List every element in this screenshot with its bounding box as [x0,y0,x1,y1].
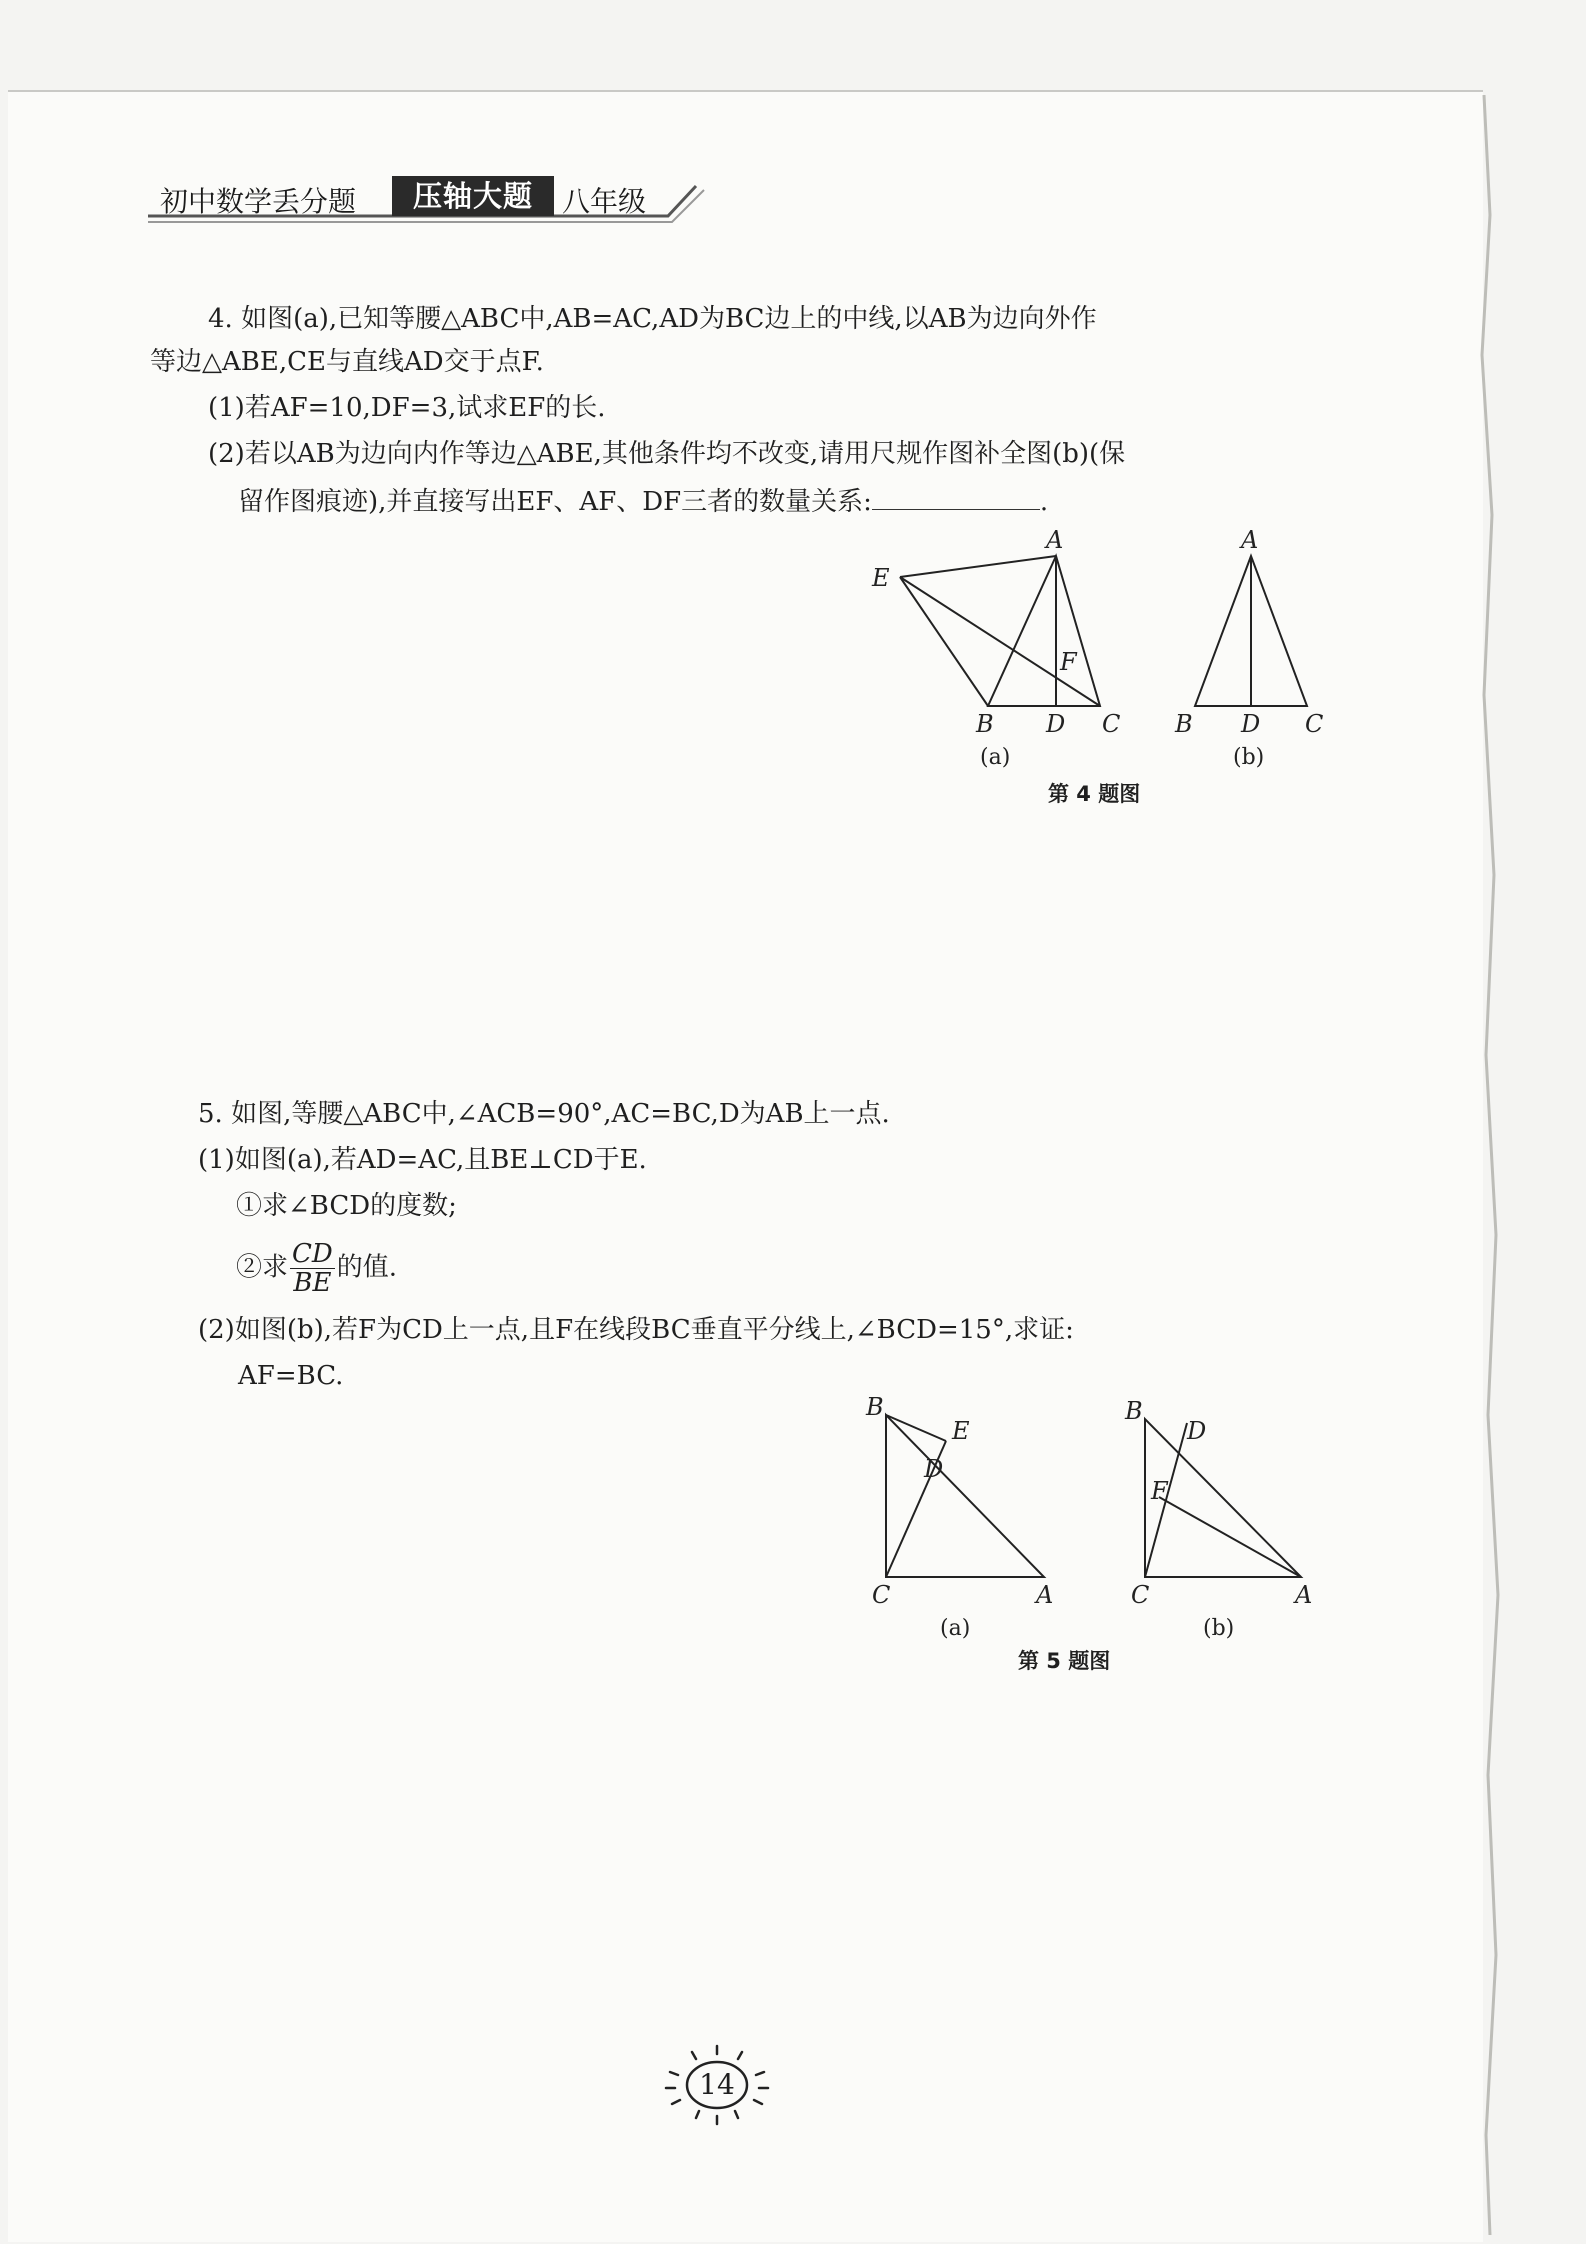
q4a-label-D: D [1046,710,1066,738]
q4a-label-E: E [872,564,890,592]
q4b-label-D: D [1241,710,1261,738]
q5-figure-caption: 第 5 题图 [1018,1649,1111,1673]
q5b-subcaption: (b) [1203,1616,1235,1641]
q5a-label-C: C [872,1581,891,1609]
page-number: 14 [699,2068,735,2101]
q5-figure-a [860,1395,1080,1650]
q4-part1: (1)若AF=10,DF=3,试求EF的长. [208,393,606,423]
q5-line1: 5. 如图,等腰△ABC中,∠ACB=90°,AC=BC,D为AB上一点. [198,1099,890,1129]
q4a-label-F: F [1060,648,1077,676]
fraction-numerator: CD [292,1239,333,1269]
q5-figure-b [1105,1395,1335,1650]
header-book-title: 初中数学丢分题 [160,185,357,218]
torn-edge-decoration [1476,95,1516,2235]
q5b-label-C: C [1131,1581,1150,1609]
q5b-label-F: F [1151,1477,1168,1505]
q4a-subcaption: (a) [980,745,1011,770]
q5-sub2-post: 的值. [336,1252,398,1283]
q5a-label-B: B [866,1395,884,1421]
q4b-label-B: B [1175,710,1193,738]
q4a-label-C: C [1102,710,1121,738]
header-brand-badge: 压轴大题 [392,176,554,216]
q5b-label-B: B [1125,1397,1143,1425]
q4-figure-a [860,520,1150,775]
header-grade: 八年级 [562,185,647,218]
q5a-label-D: D [924,1455,944,1483]
q4-part2-line2-end: . [1039,487,1049,517]
q4-line2: 等边△ABE,CE与直线AD交于点F. [150,347,544,377]
q5-part2-line2: AF=BC. [238,1361,344,1391]
q4b-label-A: A [1241,526,1259,554]
q4-figure-caption: 第 4 题图 [1048,782,1141,806]
q4a-label-A: A [1046,526,1064,554]
q4b-subcaption: (b) [1233,745,1265,770]
q4-figure-b [1165,520,1345,775]
q5-sub2-pre: ②求 [236,1252,289,1283]
fraction-cd-over-be [290,1240,335,1297]
q4-part2-line2 [238,485,1048,518]
q5b-label-D: D [1187,1417,1207,1445]
q4-part2-line1: (2)若以AB为边向内作等边△ABE,其他条件均不改变,请用尺规作图补全图(b)(保 [208,439,1126,469]
q4-line1: 4. 如图(a),已知等腰△ABC中,AB=AC,AD为BC边上的中线,以AB为边向外作 [208,304,1097,334]
q4-part2-line2-text: 留作图痕迹),并直接写出EF、AF、DF三者的数量关系: [238,487,872,517]
q5a-label-E: E [952,1417,970,1445]
q5-sub1: ①求∠BCD的度数; [236,1191,457,1221]
q5-part2-line1: (2)如图(b),若F为CD上一点,且F在线段BC垂直平分线上,∠BCD=15°,求证: [198,1315,1074,1345]
answer-blank[interactable] [872,485,1040,510]
q4a-label-B: B [976,710,994,738]
q4b-label-C: C [1305,710,1324,738]
fraction-denominator: BE [293,1268,332,1298]
q5a-label-A: A [1036,1581,1054,1609]
q5-sub2 [236,1240,397,1297]
q5-part1: (1)如图(a),若AD=AC,且BE⊥CD于E. [198,1145,647,1175]
q5b-label-A: A [1295,1581,1313,1609]
q5a-subcaption: (a) [940,1616,971,1641]
